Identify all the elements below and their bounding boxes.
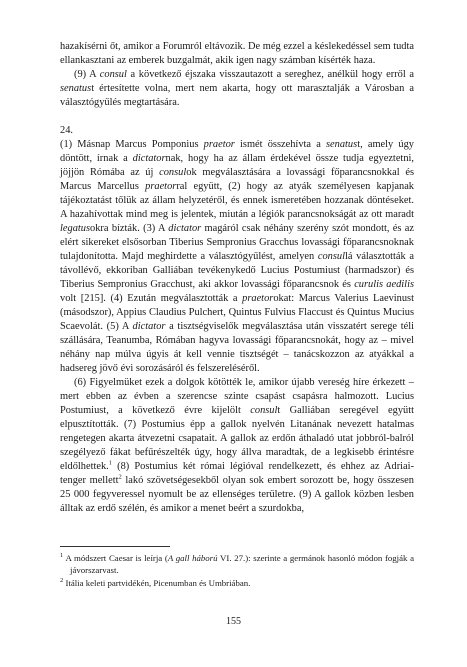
italic-term: dictator bbox=[132, 153, 166, 164]
footnote-list bbox=[60, 552, 414, 589]
text-run: (1) Másnap Marcus Pomponius bbox=[60, 139, 204, 150]
footnote-marker: 1 bbox=[108, 459, 113, 467]
text-run: a következő éjszaka visszautazott a sereghez, anélkül hogy erről a bbox=[126, 69, 415, 80]
page-number: 155 bbox=[226, 616, 241, 627]
text-run: t értesítette volna, mert nem akarta, hogy ott marasztalják a Városban a választógyűlés megtartására. bbox=[60, 83, 414, 108]
italic-term: senatus bbox=[60, 83, 92, 94]
text-run: ral együtt, (2) hogy az atyák személyesen kapjanak tájékoztatást tőlük az állam helyzetéről, és ennek ismeretében hozzanak döntéseket. A hazahívottak mind meg is jelentek, miután a légiók parancsnokságát az ott maradt bbox=[60, 181, 414, 220]
italic-term: consul bbox=[99, 69, 127, 80]
italic-term: curulis aedilis bbox=[354, 279, 414, 290]
paragraph bbox=[60, 40, 414, 68]
text-run: (9) A bbox=[74, 69, 100, 80]
text-run: A módszert Caesar is leírja ( bbox=[63, 553, 168, 563]
section-gap bbox=[60, 110, 414, 124]
footnote-marker: 2 bbox=[60, 577, 64, 585]
italic-term: praetor bbox=[145, 181, 177, 192]
text-run: t, amely úgy döntött, írnak a bbox=[60, 139, 415, 164]
italic-term: legatus bbox=[60, 223, 91, 234]
footnote-marker: 1 bbox=[60, 552, 64, 560]
text-run: ok megválasztására a lovassági főparancsnokkal és Marcus Marcellus bbox=[60, 167, 415, 192]
italic-term: dictator bbox=[168, 223, 202, 234]
text-run: magáról csak néhány szerény szót mondott, és az elért sikereket elsősorban Tiberius Sempronius Gracchus lovassági főparancsnoknak tulajdonította. Majd meghirdette a választógyűlést, amelyen bbox=[60, 223, 415, 262]
text-run: Itália keleti partvidékén, Picenumban és Umbriában. bbox=[63, 578, 251, 588]
text-run: VI. 27.): szerinte a germánok hasonló módon fogják a jávorszarvast. bbox=[70, 553, 415, 575]
italic-term: dictator bbox=[132, 321, 166, 332]
footnote bbox=[60, 552, 414, 576]
footnote bbox=[60, 577, 414, 589]
text-run: okat: Marcus Valerius Laevinust (másodszor), Appius Claudius Pulchert, Quintus Fulvius Flaccust és Quintus Mucius Scaevolát. (5) A bbox=[60, 293, 414, 332]
italic-term: praetor bbox=[242, 293, 274, 304]
body-text bbox=[60, 40, 414, 516]
italic-term: A gall háború bbox=[167, 553, 218, 563]
text-run: nak, hogy ha az állam érdekével össze tudja egyeztetni, jöjjön Rómába az új bbox=[60, 153, 415, 178]
footnote-rule bbox=[60, 546, 170, 547]
italic-term: consul bbox=[159, 167, 187, 178]
italic-term: praetor bbox=[203, 139, 235, 150]
text-run: volt [215]. (4) Ezután megválasztották a bbox=[60, 293, 243, 304]
paragraph bbox=[60, 376, 414, 516]
footnote-marker: 2 bbox=[118, 473, 122, 481]
text-run: (6) Figyelmüket ezek a dolgok kötötték le, amikor újabb vereség híre érkezett – mert ebben az évben a szerencse szinte csapást csapásra halmozott. Lucius Postumiust, a következő évre kijelölt bbox=[60, 377, 414, 416]
text-run: t Galliában seregével együtt elpusztították. (7) Postumius épp a gallok nyelvén Litanának nevezett hatalmas rengetegen akarta átvezetni csapatait. A gallok az erdőn áthaladó utat jobbról-balról szegélyező fákat befűrészelték úgy, hogy állva maradtak, de a legkisebb érintésre eldőlhettek. bbox=[60, 405, 414, 472]
italic-term: consul bbox=[250, 405, 278, 416]
paragraph bbox=[60, 138, 414, 376]
footnotes bbox=[60, 546, 414, 590]
italic-term: senatus bbox=[326, 139, 358, 150]
text-run: a tisztségviselők megválasztása után visszatért serege téli szállására, Teanumba, Rómában hagyva lovassági főparancsnokát, hogy az – mivel néhány nap múlva úgyis át kell vennie tisztségét – tanácskozzon az atyákkal a hadsereg jövő évi sorozásáról és felszereléséről. bbox=[60, 321, 414, 374]
text-run: lakó szövetségesekből olyan sok embert sorozott be, hogy összesen 25 000 fegyveressel nyomult be az ellenséges területre. (9) A gallok közben lesben álltak az erdő szélén, és amikor a menet beért a szurdokba, bbox=[60, 475, 414, 514]
text-run: lá választották a távollévő, ekkoriban Galliában tevékenykedő Lucius Postumiust (harmadszor) és Tiberius Sempronius Gracchust, aki akkor lovassági főparancsnok és bbox=[60, 251, 414, 290]
paragraph bbox=[60, 68, 414, 110]
text-run: okra bízták. (3) A bbox=[90, 223, 169, 234]
italic-term: consul bbox=[317, 251, 345, 262]
text-run: (8) Postumius két római légióval rendelkezett, és ehhez az Adriai-tenger mellett bbox=[60, 461, 414, 486]
text-run: ismét összehívta a bbox=[234, 139, 326, 150]
text-run: hazakísérni őt, amikor a Forumról eltávozik. De még ezzel a késlekedéssel sem tudta ellankasztani az emberek buzgalmát, akik igen nagy számban kísérték haza. bbox=[60, 41, 414, 66]
chapter-number: 24. bbox=[60, 125, 73, 136]
